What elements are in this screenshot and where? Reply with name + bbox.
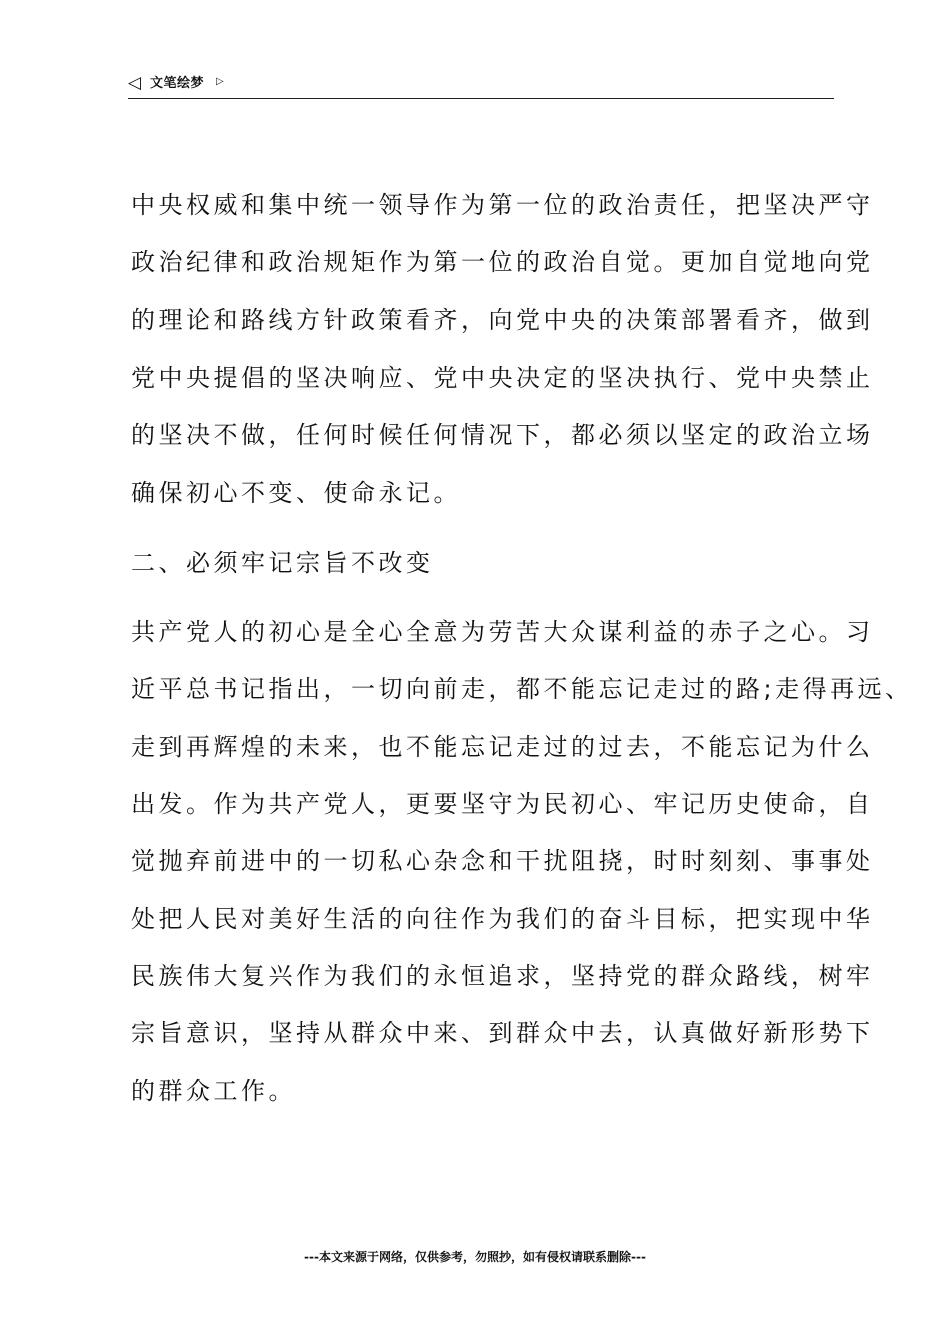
paragraph-line: 处把人民对美好生活的向往作为我们的奋斗目标，把实现中华	[131, 905, 874, 933]
paragraph-line: 党中央提倡的坚决响应、党中央决定的坚决执行、党中央禁止	[131, 364, 874, 392]
section-heading: 二、必须牢记宗旨不改变	[131, 549, 434, 577]
paragraph-line: 走到再辉煌的未来，也不能忘记走过的过去，不能忘记为什么	[131, 733, 874, 761]
paragraph-line: 近平总书记指出，一切向前走，都不能忘记走过的路;走得再远、	[131, 675, 913, 703]
paragraph-line: 的理论和路线方针政策看齐，向党中央的决策部署看齐，做到	[131, 306, 874, 334]
paragraph-line: 民族伟大复兴作为我们的永恒追求，坚持党的群众路线，树牢	[131, 962, 874, 990]
paragraph-line: 的坚决不做，任何时候任何情况下，都必须以坚定的政治立场	[131, 421, 874, 449]
page-header	[128, 70, 834, 99]
paragraph-line: 的群众工作。	[131, 1077, 296, 1105]
paragraph-line: 出发。作为共产党人，更要坚守为民初心、牢记历史使命，自	[131, 790, 874, 818]
right-triangle-icon: ▷	[216, 76, 224, 87]
paragraph-line: 共产党人的初心是全心全意为劳苦大众谋利益的赤子之心。习	[131, 618, 874, 646]
paragraph-line: 中央权威和集中统一领导作为第一位的政治责任，把坚决严守	[131, 191, 874, 219]
paragraph-line: 政治纪律和政治规矩作为第一位的政治自觉。更加自觉地向党	[131, 248, 874, 276]
paragraph-line: 确保初心不变、使命永记。	[131, 479, 461, 507]
left-triangle-icon: ◁	[128, 73, 142, 93]
header-title: 文笔绘梦	[150, 76, 205, 91]
footer-disclaimer: ---本文来源于网络，仅供参考，勿照抄，如有侵权请联系删除---	[304, 1250, 646, 1264]
paragraph-line: 觉抛弃前进中的一切私心杂念和干扰阻挠，时时刻刻、事事处	[131, 847, 874, 875]
paragraph-line: 宗旨意识，坚持从群众中来、到群众中去，认真做好新形势下	[131, 1019, 874, 1047]
